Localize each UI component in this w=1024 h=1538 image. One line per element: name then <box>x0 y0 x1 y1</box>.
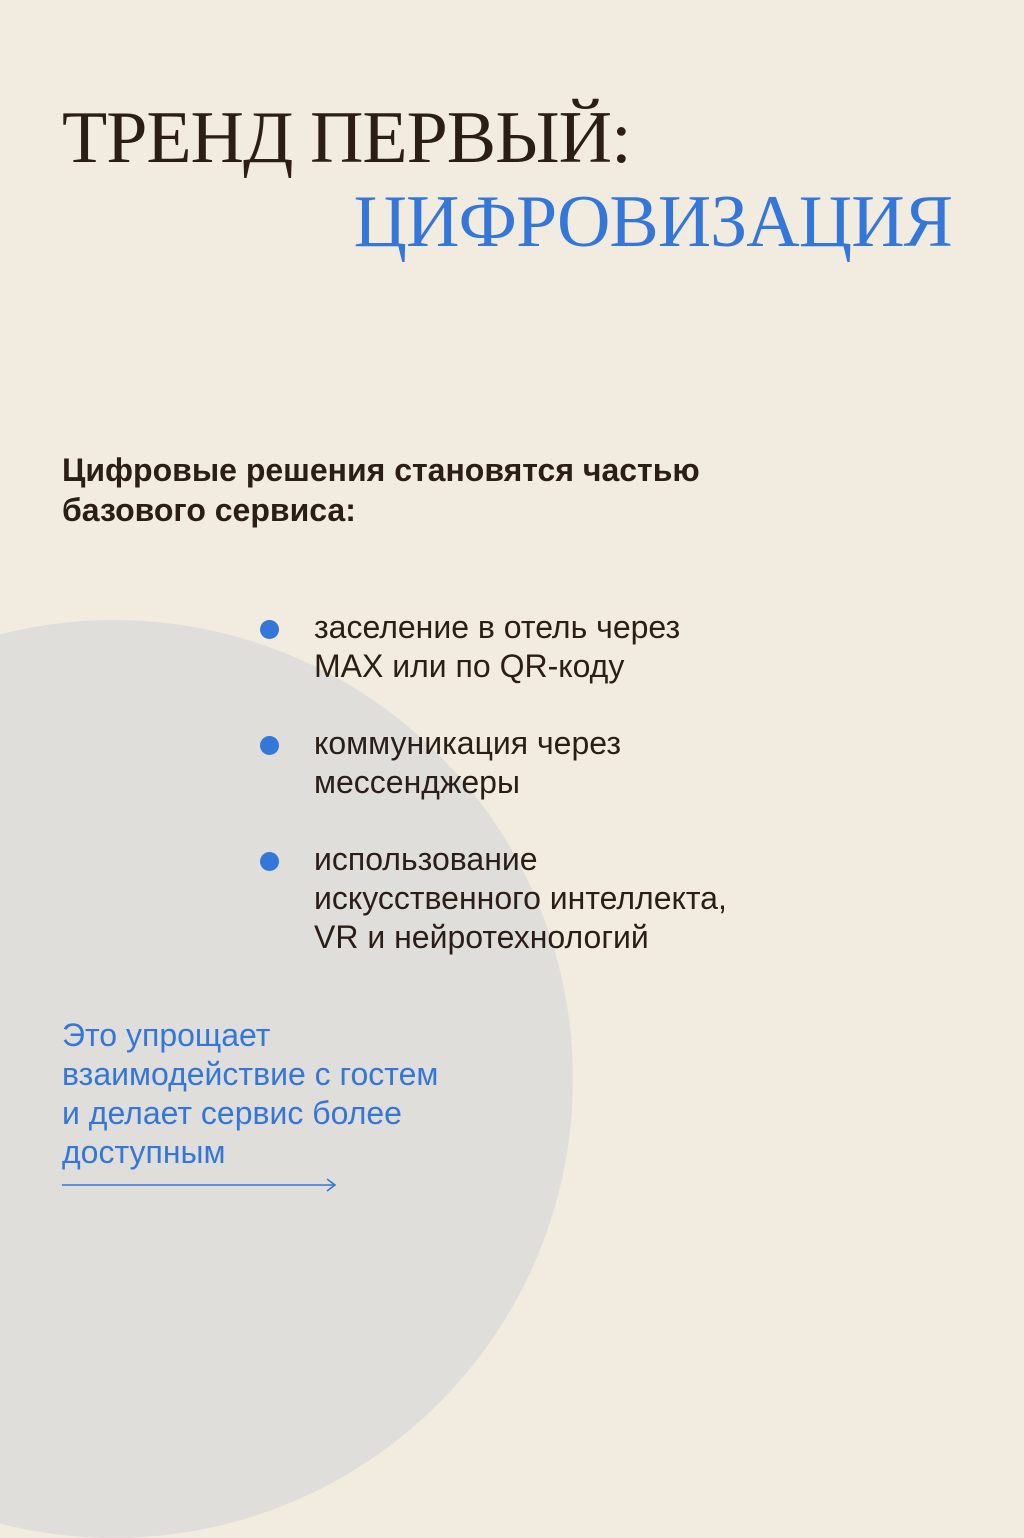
title-line-2: ЦИФРОВИЗАЦИЯ <box>353 181 952 263</box>
list-item-text: использование искусственного интеллекта, VR и нейротехнологий <box>314 841 727 955</box>
list-item-text: заселение в отель через MAX или по QR-коду <box>314 609 681 684</box>
arrow-right-icon <box>62 1177 338 1193</box>
bullet-list <box>258 608 898 995</box>
intro-text: Цифровые решения становятся частью базового сервиса: <box>62 452 700 528</box>
dot-icon <box>260 736 279 755</box>
dot-icon <box>260 852 279 871</box>
title-line-1: ТРЕНД ПЕРВЫЙ: <box>62 97 631 179</box>
list-item-text: коммуникация через мессенджеры <box>314 725 622 800</box>
list-item <box>258 608 898 686</box>
list-item <box>258 840 898 957</box>
dot-icon <box>260 620 279 639</box>
list-item <box>258 724 898 802</box>
conclusion-text: Это упрощает взаимодействие с гостем и делает сервис более доступным <box>62 1017 439 1170</box>
